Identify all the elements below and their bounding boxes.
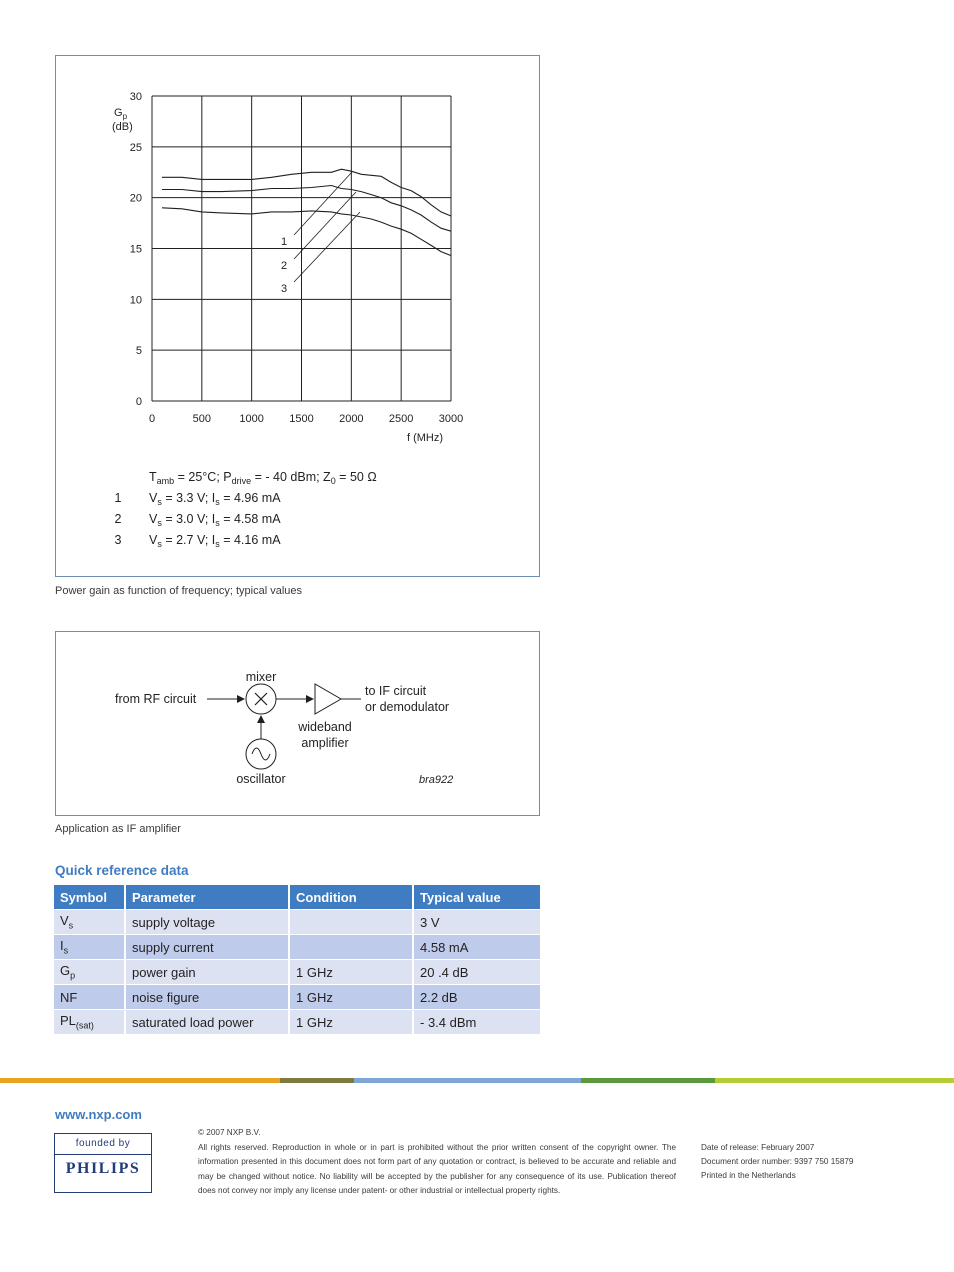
- amplifier-label-2: amplifier: [301, 736, 349, 750]
- x-tick-label-6: 3000: [438, 413, 464, 425]
- symbol-text: G: [60, 963, 71, 979]
- cell-condition: 1 GHz: [290, 959, 414, 984]
- amplifier-label-1: wideband: [298, 720, 352, 734]
- stripe-segment: [581, 1078, 715, 1083]
- x-tick-label-4: 2000: [339, 413, 364, 425]
- legend-part: = 4.58 mA: [219, 512, 281, 526]
- cell-parameter: power gain: [126, 959, 290, 984]
- cell-value: 4.58 mA: [414, 934, 540, 959]
- cond-ohm: = 50 Ω: [335, 470, 377, 484]
- output-label-2: or demodulator: [365, 700, 450, 714]
- diagram-caption: Application as IF amplifier: [55, 823, 181, 835]
- x-tick-label-3: 1500: [289, 413, 314, 425]
- oscillator-wave: [252, 748, 270, 760]
- legend-part: s: [215, 539, 220, 549]
- cell-symbol: [54, 984, 126, 1009]
- legend-number-2: 2: [114, 512, 122, 526]
- cell-value: 3 V: [414, 909, 540, 934]
- output-label-1: to IF circuit: [365, 684, 427, 698]
- cell-parameter: noise figure: [126, 984, 290, 1009]
- y-tick-label-1: 5: [135, 345, 142, 358]
- chart-caption: Power gain as function of frequency; typical values: [55, 585, 303, 597]
- table-row: [54, 1009, 540, 1034]
- cell-symbol: [54, 1009, 126, 1034]
- y-axis-label-unit: (dB): [112, 121, 133, 133]
- stripe-segment: [354, 1078, 581, 1083]
- legend-part: = 3.3 V; I: [161, 491, 216, 505]
- x-tick-label-1: 500: [192, 413, 212, 425]
- diagram-ref: bra922: [419, 774, 454, 786]
- cell-value: 20 .4 dB: [414, 959, 540, 984]
- cell-condition: [290, 934, 414, 959]
- legend-number-3: 3: [114, 533, 122, 547]
- quick-reference-heading: Quick reference data: [55, 863, 189, 878]
- legend-part: V: [149, 512, 158, 526]
- legend-part: = 3.0 V; I: [161, 512, 216, 526]
- release-date: Date of release: February 2007: [701, 1143, 815, 1152]
- cell-parameter: saturated load power: [126, 1009, 290, 1034]
- legend-part: = 4.16 mA: [219, 533, 281, 547]
- cond-t: T: [149, 470, 157, 484]
- symbol-subscript: s: [63, 945, 69, 956]
- philips-logo: [54, 1133, 152, 1193]
- col-condition: Condition: [290, 885, 414, 909]
- col-symbol: Symbol: [54, 885, 126, 909]
- stripe-segment: [0, 1078, 280, 1083]
- cell-value: - 3.4 dBm: [414, 1009, 540, 1034]
- legal-notice: All rights reserved. Reproduction in whole or in part is prohibited without the prior written consent of the copyright owner. The information presented in this document does not form part of any quotation or contract, is believed to be accurate and reliable and may be changed without notice. No liability will be accepted by the publisher for any consequence of its use. Publication thereof does not convey nor imply any license under patent- or other industrial or intellectual property rights.: [198, 1143, 676, 1196]
- cond-zero: 0: [330, 476, 336, 486]
- logo-founded-by: founded by: [55, 1134, 151, 1155]
- printed-in: Printed in the Netherlands: [701, 1171, 796, 1180]
- series-callout-label-1: 1: [280, 236, 288, 248]
- y-tick-label-2: 10: [129, 294, 142, 307]
- table-row: [54, 909, 540, 934]
- symbol-text: PL: [60, 1013, 76, 1029]
- cell-condition: [290, 909, 414, 934]
- symbol-text: I: [60, 938, 64, 954]
- symbol-text: NF: [60, 989, 78, 1005]
- y-tick-label-3: 15: [129, 243, 142, 256]
- legend-part: s: [157, 539, 162, 549]
- cell-symbol: [54, 909, 126, 934]
- x-axis-label: f (MHz): [406, 432, 443, 444]
- y-axis-label-subscript: p: [122, 112, 128, 121]
- cell-condition: 1 GHz: [290, 984, 414, 1009]
- legend-number-1: 1: [114, 491, 122, 505]
- y-tick-label-5: 25: [129, 141, 142, 154]
- table-row: [54, 984, 540, 1009]
- document-order-number: Document order number: 9397 750 15879: [701, 1157, 854, 1166]
- cond-amb: amb: [156, 476, 175, 486]
- series-callout-label-3: 3: [280, 283, 288, 295]
- quick-reference-table: [54, 885, 540, 1034]
- cell-symbol: [54, 959, 126, 984]
- legend-part: V: [149, 533, 158, 547]
- legend-part: = 4.96 mA: [219, 491, 281, 505]
- cell-value: 2.2 dB: [414, 984, 540, 1009]
- col-parameter: Parameter: [126, 885, 290, 909]
- oscillator-label: oscillator: [236, 772, 286, 786]
- y-tick-label-6: 30: [129, 91, 142, 103]
- x-tick-label-5: 2500: [388, 413, 414, 425]
- table-row: [54, 959, 540, 984]
- series-callout-label-2: 2: [280, 260, 288, 272]
- website-link[interactable]: www.nxp.com: [55, 1107, 142, 1122]
- symbol-subscript: s: [68, 920, 74, 931]
- symbol-text: V: [60, 913, 69, 929]
- cond-p: = 25°C; P: [174, 470, 232, 484]
- cell-condition: 1 GHz: [290, 1009, 414, 1034]
- cell-symbol: [54, 934, 126, 959]
- y-tick-label-0: 0: [135, 396, 142, 408]
- col-typical-value: Typical value: [414, 885, 540, 909]
- cond-drive: drive: [231, 476, 252, 486]
- legend-part: s: [215, 518, 220, 528]
- copyright: © 2007 NXP B.V.: [198, 1128, 261, 1137]
- stripe-segment: [715, 1078, 954, 1083]
- cond-z: = - 40 dBm; Z: [251, 470, 331, 484]
- legend-part: = 2.7 V; I: [161, 533, 216, 547]
- legend-part: s: [157, 518, 162, 528]
- cell-parameter: supply voltage: [126, 909, 290, 934]
- legend-part: s: [157, 497, 162, 507]
- legend-part: s: [215, 497, 220, 507]
- symbol-subscript: (sat): [75, 1020, 94, 1031]
- legend-part: V: [149, 491, 158, 505]
- input-label: from RF circuit: [115, 692, 197, 706]
- y-axis-label-symbol: $G_p$: [114, 107, 128, 121]
- stripe-segment: [280, 1078, 354, 1083]
- x-tick-label-0: 0: [148, 413, 156, 425]
- symbol-subscript: p: [70, 970, 76, 981]
- mixer-label: mixer: [245, 670, 277, 684]
- amplifier-symbol: [315, 684, 341, 714]
- table-header-row: [54, 885, 540, 909]
- cell-parameter: supply current: [126, 934, 290, 959]
- table-row: [54, 934, 540, 959]
- y-tick-label-4: 20: [129, 192, 142, 205]
- logo-philips-wordmark: PHILIPS: [65, 1160, 141, 1177]
- x-tick-label-2: 1000: [239, 413, 264, 425]
